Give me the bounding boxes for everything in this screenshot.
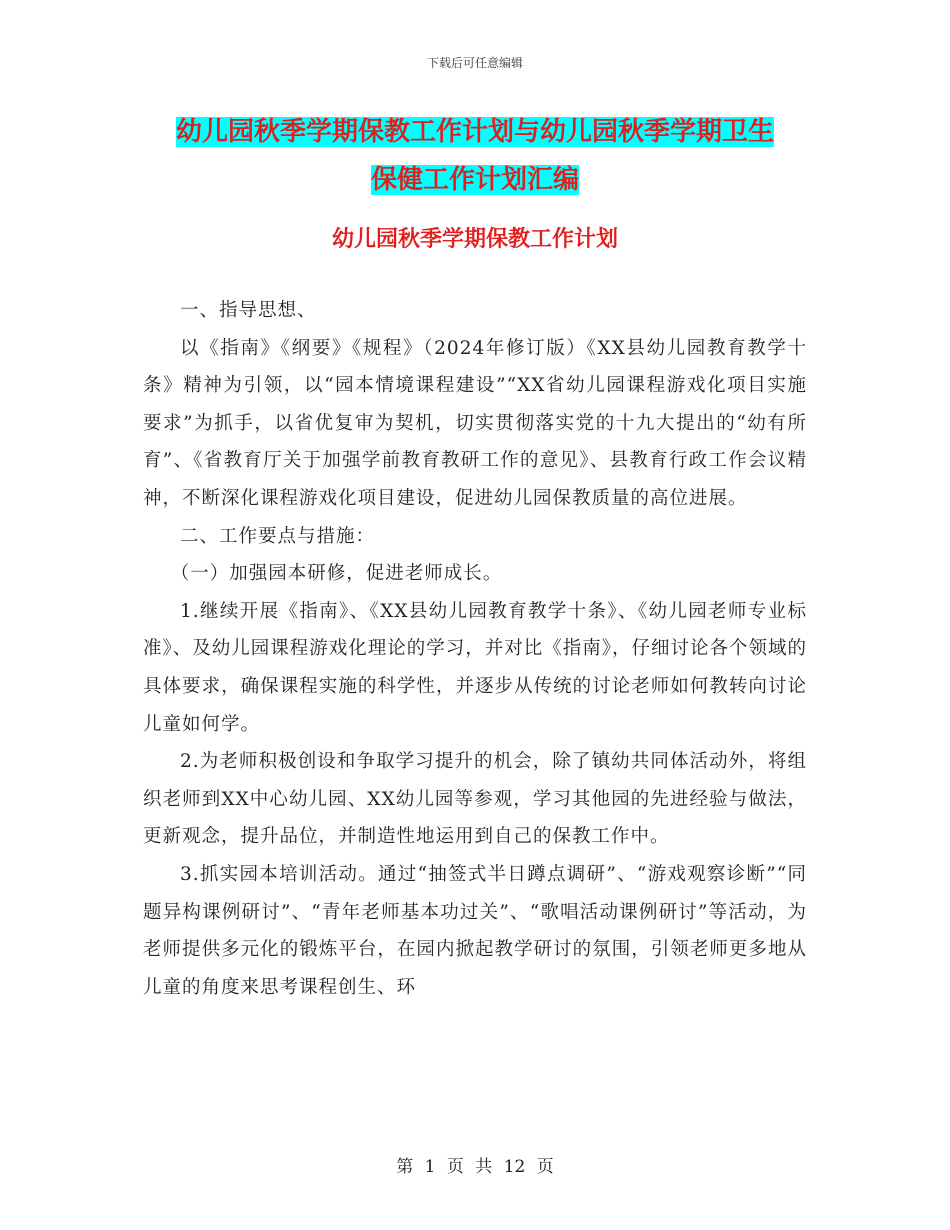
section-title: 幼儿园秋季学期保教工作计划: [331, 226, 618, 252]
page-footer: 第 1 页 共 12 页: [396, 1157, 554, 1177]
title-line-2: 保健工作计划汇编: [370, 165, 579, 195]
document-body: [143, 292, 807, 1006]
paragraph-heading-1: 一、指导思想、: [180, 300, 317, 321]
paragraph: 1.继续开展《指南》、《XX县幼儿园教育教学十条》、《幼儿园老师专业标准》、及幼儿园课程游戏化理论的学习，并对比《指南》，仔细讨论各个领域的具体要求，确保课程实施的科学性，并逐步从传统的讨论老师如何教转向讨论儿童如何学。: [143, 600, 808, 735]
paragraph: 以《指南》《纲要》《规程》（2024年修订版）《XX县幼儿园教育教学十条》精神为引领，以“园本情境课程建设”“XX省幼儿园课程游戏化项目实施要求”为抓手，以省优复审为契机，切实贯彻落实党的十九大提出的“幼有所育”、《省教育厅关于加强学前教育教研工作的意见》、县教育行政工作会议精神，不断深化课程游戏化项目建设，促进幼儿园保教质量的高位进展。: [143, 337, 807, 509]
paragraph-subheading: （一）加强园本研修，促进老师成长。: [170, 563, 503, 585]
document-title: [140, 108, 810, 204]
paragraph: 3.抓实园本培训活动。通过“抽签式半日蹲点调研”、“游戏观察诊断”“同题异构课例研讨”、“青年老师基本功过关”、“歌唱活动课例研讨”等活动，为老师提供多元化的锻炼平台，在园内掀起教学研讨的氛围，引领老师更多地从儿童的角度来思考课程创生、环: [143, 863, 807, 998]
paragraph: 2.为老师积极创设和争取学习提升的机会，除了镇幼共同体活动外，将组织老师到XX中心幼儿园、XX幼儿园等参观，学习其他园的先进经验与做法，更新观念，提升品位，并制造性地运用到自己的保教工作中。: [143, 751, 807, 848]
paragraph-heading-2: 二、工作要点与措施：: [180, 525, 376, 547]
title-line-1: 幼儿园秋季学期保教工作计划与幼儿园秋季学期卫生: [175, 117, 774, 147]
header-note: 下载后可任意编辑: [426, 56, 523, 70]
